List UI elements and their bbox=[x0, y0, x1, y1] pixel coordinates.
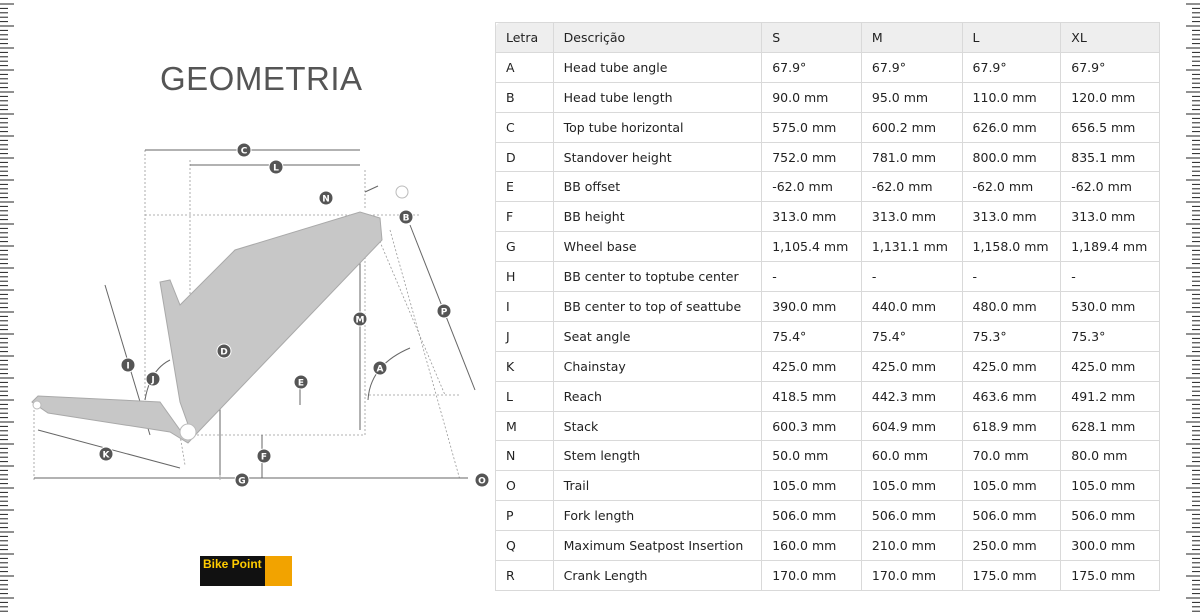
table-cell: 440.0 mm bbox=[861, 292, 962, 322]
table-cell: 781.0 mm bbox=[861, 142, 962, 172]
header-s: S bbox=[762, 23, 862, 53]
table-cell: BB center to toptube center bbox=[553, 262, 762, 292]
table-cell: 425.0 mm bbox=[1061, 351, 1160, 381]
table-cell: 491.2 mm bbox=[1061, 381, 1160, 411]
logo-text: Bike Point bbox=[203, 557, 262, 571]
table-cell: A bbox=[496, 52, 554, 82]
header-l: L bbox=[962, 23, 1061, 53]
table-cell: 618.9 mm bbox=[962, 411, 1061, 441]
svg-text:D: D bbox=[220, 347, 228, 358]
table-cell: 67.9° bbox=[1061, 52, 1160, 82]
table-cell: Stem length bbox=[553, 441, 762, 471]
table-cell: R bbox=[496, 561, 554, 591]
table-cell: 506.0 mm bbox=[962, 501, 1061, 531]
table-cell: J bbox=[496, 321, 554, 351]
svg-text:C: C bbox=[240, 146, 248, 157]
table-row bbox=[496, 142, 1160, 172]
table-row bbox=[496, 471, 1160, 501]
table-cell: 442.3 mm bbox=[861, 381, 962, 411]
table-cell: 418.5 mm bbox=[762, 381, 862, 411]
header-letra: Letra bbox=[496, 23, 554, 53]
table-cell: -62.0 mm bbox=[1061, 172, 1160, 202]
svg-text:G: G bbox=[238, 476, 246, 487]
table-cell: F bbox=[496, 202, 554, 232]
table-cell: 463.6 mm bbox=[962, 381, 1061, 411]
table-cell: G bbox=[496, 232, 554, 262]
table-cell: 835.1 mm bbox=[1061, 142, 1160, 172]
table-cell: 1,189.4 mm bbox=[1061, 232, 1160, 262]
table-cell: 800.0 mm bbox=[962, 142, 1061, 172]
table-cell: M bbox=[496, 411, 554, 441]
table-cell: 313.0 mm bbox=[762, 202, 862, 232]
svg-text:M: M bbox=[355, 315, 365, 326]
table-cell: BB offset bbox=[553, 172, 762, 202]
table-cell: 110.0 mm bbox=[962, 82, 1061, 112]
table-cell: 425.0 mm bbox=[962, 351, 1061, 381]
page-title: GEOMETRIA bbox=[160, 60, 363, 97]
table-cell: Reach bbox=[553, 381, 762, 411]
table-row bbox=[496, 262, 1160, 292]
header-descricao: Descrição bbox=[553, 23, 762, 53]
table-cell: Chainstay bbox=[553, 351, 762, 381]
table-cell: 600.2 mm bbox=[861, 112, 962, 142]
table-cell: 600.3 mm bbox=[762, 411, 862, 441]
table-row bbox=[496, 292, 1160, 322]
table-cell: 210.0 mm bbox=[861, 531, 962, 561]
right-ruler bbox=[1180, 0, 1200, 613]
table-cell: L bbox=[496, 381, 554, 411]
table-cell: Top tube horizontal bbox=[553, 112, 762, 142]
diagram-label-k bbox=[99, 447, 113, 461]
table-cell: 1,131.1 mm bbox=[861, 232, 962, 262]
diagram-label-g bbox=[235, 473, 249, 487]
table-cell: 95.0 mm bbox=[861, 82, 962, 112]
table-row bbox=[496, 531, 1160, 561]
table-cell: - bbox=[861, 262, 962, 292]
table-cell: 175.0 mm bbox=[962, 561, 1061, 591]
diagram-label-j bbox=[146, 372, 160, 386]
table-cell: Maximum Seatpost Insertion bbox=[553, 531, 762, 561]
table-cell: -62.0 mm bbox=[861, 172, 962, 202]
table-cell: 390.0 mm bbox=[762, 292, 862, 322]
table-cell: - bbox=[1061, 262, 1160, 292]
table-cell: Stack bbox=[553, 411, 762, 441]
table-cell: 75.4° bbox=[762, 321, 862, 351]
table-cell: BB center to top of seattube bbox=[553, 292, 762, 322]
table-cell: 170.0 mm bbox=[762, 561, 862, 591]
table-cell: 175.0 mm bbox=[1061, 561, 1160, 591]
table-row bbox=[496, 441, 1160, 471]
table-cell: 313.0 mm bbox=[861, 202, 962, 232]
table-cell: E bbox=[496, 172, 554, 202]
table-cell: 90.0 mm bbox=[762, 82, 862, 112]
table-cell: -62.0 mm bbox=[962, 172, 1061, 202]
svg-text:E: E bbox=[297, 378, 305, 389]
diagram-label-d bbox=[217, 344, 231, 358]
table-row bbox=[496, 351, 1160, 381]
table-cell: 752.0 mm bbox=[762, 142, 862, 172]
diagram-label-b bbox=[399, 210, 413, 224]
table-cell: Head tube length bbox=[553, 82, 762, 112]
table-cell: 425.0 mm bbox=[762, 351, 862, 381]
table-row bbox=[496, 561, 1160, 591]
table-cell: 604.9 mm bbox=[861, 411, 962, 441]
diagram-label-f bbox=[257, 449, 271, 463]
diagram-label-a bbox=[373, 361, 387, 375]
table-cell: - bbox=[762, 262, 862, 292]
diagram-label-m bbox=[353, 312, 367, 326]
table-cell: 50.0 mm bbox=[762, 441, 862, 471]
table-cell: 530.0 mm bbox=[1061, 292, 1160, 322]
table-cell: 80.0 mm bbox=[1061, 441, 1160, 471]
table-row bbox=[496, 381, 1160, 411]
diagram-label-l bbox=[269, 160, 283, 174]
table-cell: 70.0 mm bbox=[962, 441, 1061, 471]
svg-text:N: N bbox=[322, 194, 330, 205]
table-cell: 120.0 mm bbox=[1061, 82, 1160, 112]
table-cell: 300.0 mm bbox=[1061, 531, 1160, 561]
table-cell: 506.0 mm bbox=[861, 501, 962, 531]
table-cell: Seat angle bbox=[553, 321, 762, 351]
table-row bbox=[496, 172, 1160, 202]
header-xl: XL bbox=[1061, 23, 1160, 53]
table-cell: 313.0 mm bbox=[962, 202, 1061, 232]
geometry-table bbox=[495, 22, 1160, 591]
table-row bbox=[496, 202, 1160, 232]
table-cell: 628.1 mm bbox=[1061, 411, 1160, 441]
table-row bbox=[496, 411, 1160, 441]
table-cell: 67.9° bbox=[962, 52, 1061, 82]
table-cell: 67.9° bbox=[861, 52, 962, 82]
table-cell: 67.9° bbox=[762, 52, 862, 82]
table-cell: 75.3° bbox=[962, 321, 1061, 351]
table-cell: 425.0 mm bbox=[861, 351, 962, 381]
table-cell: -62.0 mm bbox=[762, 172, 862, 202]
table-cell: 480.0 mm bbox=[962, 292, 1061, 322]
table-cell: P bbox=[496, 501, 554, 531]
table-cell: 1,105.4 mm bbox=[762, 232, 862, 262]
table-row bbox=[496, 112, 1160, 142]
cyclist-icon bbox=[265, 556, 292, 586]
bike-point-logo bbox=[200, 556, 292, 586]
table-cell: B bbox=[496, 82, 554, 112]
svg-text:I: I bbox=[126, 361, 130, 372]
table-cell: K bbox=[496, 351, 554, 381]
table-cell: 75.4° bbox=[861, 321, 962, 351]
table-cell: D bbox=[496, 142, 554, 172]
table-row bbox=[496, 232, 1160, 262]
svg-text:L: L bbox=[273, 163, 279, 174]
table-row bbox=[496, 52, 1160, 82]
table-cell: Trail bbox=[553, 471, 762, 501]
table-cell: 250.0 mm bbox=[962, 531, 1061, 561]
svg-text:P: P bbox=[440, 307, 448, 318]
table-cell: C bbox=[496, 112, 554, 142]
table-cell: 160.0 mm bbox=[762, 531, 862, 561]
table-cell: Head tube angle bbox=[553, 52, 762, 82]
svg-text:J: J bbox=[151, 375, 155, 386]
table-cell: 506.0 mm bbox=[762, 501, 862, 531]
table-row bbox=[496, 321, 1160, 351]
table-cell: 575.0 mm bbox=[762, 112, 862, 142]
table-cell: N bbox=[496, 441, 554, 471]
header-m: M bbox=[861, 23, 962, 53]
svg-text:B: B bbox=[402, 213, 410, 224]
table-cell: 170.0 mm bbox=[861, 561, 962, 591]
left-ruler bbox=[0, 0, 20, 613]
table-cell: 1,158.0 mm bbox=[962, 232, 1061, 262]
svg-text:F: F bbox=[260, 452, 268, 463]
frame-geometry-diagram bbox=[20, 130, 500, 500]
table-cell: 105.0 mm bbox=[1061, 471, 1160, 501]
table-cell: 105.0 mm bbox=[962, 471, 1061, 501]
table-cell: 626.0 mm bbox=[962, 112, 1061, 142]
svg-text:O: O bbox=[478, 476, 486, 487]
table-cell: 105.0 mm bbox=[861, 471, 962, 501]
svg-text:K: K bbox=[102, 450, 110, 461]
diagram-label-n bbox=[319, 191, 333, 205]
diagram-label-o bbox=[475, 473, 489, 487]
table-cell: Fork length bbox=[553, 501, 762, 531]
table-header-row bbox=[496, 23, 1160, 53]
table-cell: I bbox=[496, 292, 554, 322]
table-cell: O bbox=[496, 471, 554, 501]
diagram-label-i bbox=[121, 358, 135, 372]
table-cell: 656.5 mm bbox=[1061, 112, 1160, 142]
table-cell: Crank Length bbox=[553, 561, 762, 591]
table-cell: 506.0 mm bbox=[1061, 501, 1160, 531]
table-cell: 75.3° bbox=[1061, 321, 1160, 351]
diagram-label-p bbox=[437, 304, 451, 318]
table-cell: H bbox=[496, 262, 554, 292]
table-row bbox=[496, 501, 1160, 531]
diagram-label-e bbox=[294, 375, 308, 389]
table-cell: 105.0 mm bbox=[762, 471, 862, 501]
diagram-label-c bbox=[237, 143, 251, 157]
table-cell: Wheel base bbox=[553, 232, 762, 262]
table-cell: Q bbox=[496, 531, 554, 561]
table-cell: Standover height bbox=[553, 142, 762, 172]
table-cell: 60.0 mm bbox=[861, 441, 962, 471]
table-row bbox=[496, 82, 1160, 112]
svg-text:A: A bbox=[376, 364, 384, 375]
table-cell: 313.0 mm bbox=[1061, 202, 1160, 232]
table-cell: BB height bbox=[553, 202, 762, 232]
table-cell: - bbox=[962, 262, 1061, 292]
